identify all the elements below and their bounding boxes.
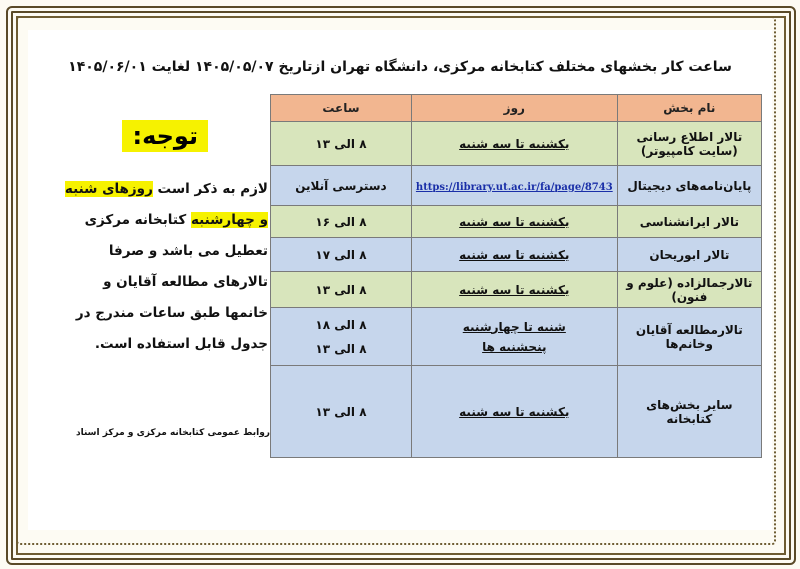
section-link-cell	[411, 166, 617, 206]
section-hours: ۸ الی ۱۳	[271, 122, 412, 166]
section-hours-thursday: ۸ الی ۱۳	[315, 341, 367, 356]
page-title: ساعت کار بخشهای مختلف کتابخانه مرکزی، دانشگاه تهران ازتاریخ ۱۴۰۵/۰۵/۰۷ لغایت ۱۴۰۵/۰۶/۰۱	[68, 59, 732, 75]
table-row	[271, 238, 762, 272]
section-hours-split	[271, 308, 412, 366]
section-hours: دسترسی آنلاین	[271, 166, 412, 206]
schedule-table	[270, 94, 762, 458]
notice-text	[60, 174, 268, 360]
section-name: تالار ابوریحان	[617, 238, 761, 272]
header-days: روز	[411, 95, 617, 122]
footer-note: روابط عمومی کتابخانه مرکزی و مرکز اسناد	[75, 428, 270, 438]
notice-highlight-days: روزهای شنبه و چهارشنبه	[64, 181, 268, 228]
notice-text-part1: لازم به ذکر است	[152, 181, 268, 197]
notice-heading: توجه:	[122, 120, 208, 152]
section-days: یکشنبه تا سه شنبه	[411, 206, 617, 238]
table-row	[271, 166, 762, 206]
section-hours: ۸ الی ۱۶	[271, 206, 412, 238]
section-hours: ۸ الی ۱۷	[271, 238, 412, 272]
section-days: یکشنبه تا سه شنبه	[411, 366, 617, 458]
section-days-split	[411, 308, 617, 366]
section-days-weekday: شنبه تا چهارشنبه	[462, 319, 566, 334]
header-section: نام بخش	[617, 95, 761, 122]
section-name: تالارمطالعه آقایان وخانم‌ها	[617, 308, 761, 366]
section-name: سایر بخش‌های کتابخانه	[617, 366, 761, 458]
table-header-row	[271, 95, 762, 122]
table-row	[271, 308, 762, 366]
section-days-thursday: پنجشنبه ها	[482, 339, 547, 354]
section-days: یکشنبه تا سه شنبه	[411, 272, 617, 308]
section-name: تالار اطلاع رسانی (سایت کامپیوتر)	[617, 122, 761, 166]
section-hours-weekday: ۸ الی ۱۸	[315, 317, 367, 332]
digital-theses-link[interactable]: https://library.ut.ac.ir/fa/page/8743	[415, 181, 613, 193]
table-row	[271, 272, 762, 308]
notice-text-part2: کتابخانه مرکزی تعطیل می باشد و صرفا تالارهای مطالعه آقایان و خانمها طبق ساعات مندرج در جدول قابل استفاده است.	[75, 212, 268, 352]
section-name: پایان‌نامه‌های دیجیتال	[617, 166, 761, 206]
section-days: یکشنبه تا سه شنبه	[411, 122, 617, 166]
section-name: تالار ایرانشناسی	[617, 206, 761, 238]
table-row	[271, 366, 762, 458]
header-hours: ساعت	[271, 95, 412, 122]
table-row	[271, 206, 762, 238]
table-row	[271, 122, 762, 166]
notice-box	[60, 120, 268, 360]
section-hours: ۸ الی ۱۳	[271, 366, 412, 458]
section-name: تالارجمالزاده (علوم و فنون)	[617, 272, 761, 308]
section-hours: ۸ الی ۱۳	[271, 272, 412, 308]
section-days: یکشنبه تا سه شنبه	[411, 238, 617, 272]
